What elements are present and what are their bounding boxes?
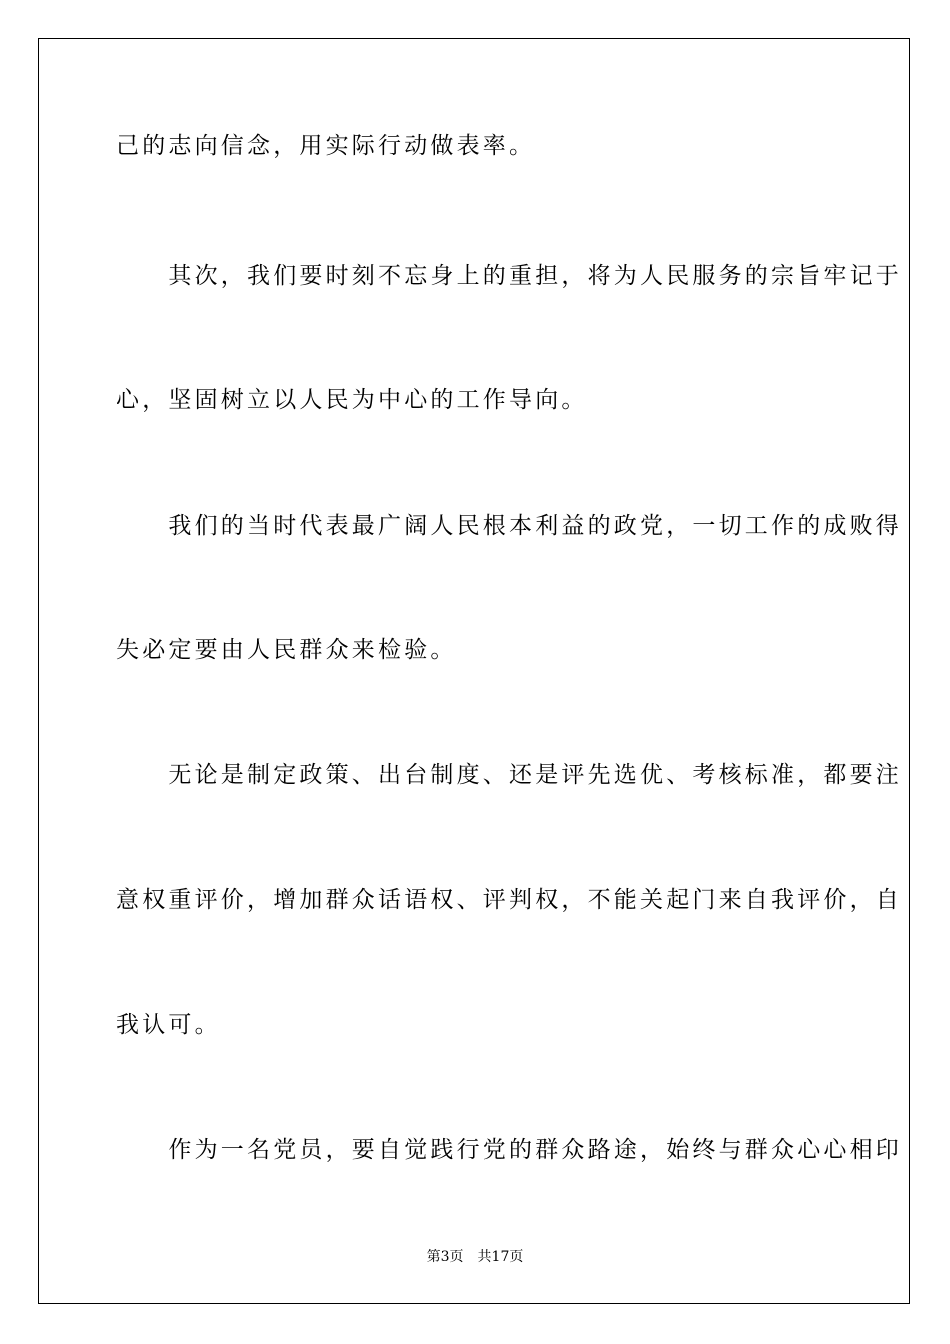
body-text-line: 我认可。 [116, 1012, 221, 1038]
body-text-line: 意权重评价，增加群众话语权、评判权，不能关起门来自我评价，自 [116, 887, 902, 913]
page-label: 第 [426, 1249, 441, 1265]
page-footer [0, 1248, 950, 1266]
body-text-line: 失必定要由人民群众来检验。 [116, 637, 457, 663]
body-text-line: 作为一名党员，要自觉践行党的群众路途，始终与群众心心相印 [116, 1137, 902, 1163]
body-text-line: 其次，我们要时刻不忘身上的重担，将为人民服务的宗旨牢记于 [116, 263, 902, 289]
page-number: 3 [440, 1249, 450, 1265]
body-text-line: 我们的当时代表最广阔人民根本利益的政党，一切工作的成败得 [116, 513, 902, 539]
page-unit: 页 [449, 1249, 464, 1265]
page-border [38, 38, 910, 1304]
body-text-line: 心，坚固树立以人民为中心的工作导向。 [116, 387, 588, 413]
total-label: 共 [477, 1249, 492, 1265]
body-text-line: 己的志向信念，用实际行动做表率。 [116, 133, 536, 159]
body-text-line: 无论是制定政策、出台制度、还是评先选优、考核标准，都要注 [116, 762, 902, 788]
total-pages: 17 [491, 1249, 510, 1265]
total-unit: 页 [509, 1249, 524, 1265]
